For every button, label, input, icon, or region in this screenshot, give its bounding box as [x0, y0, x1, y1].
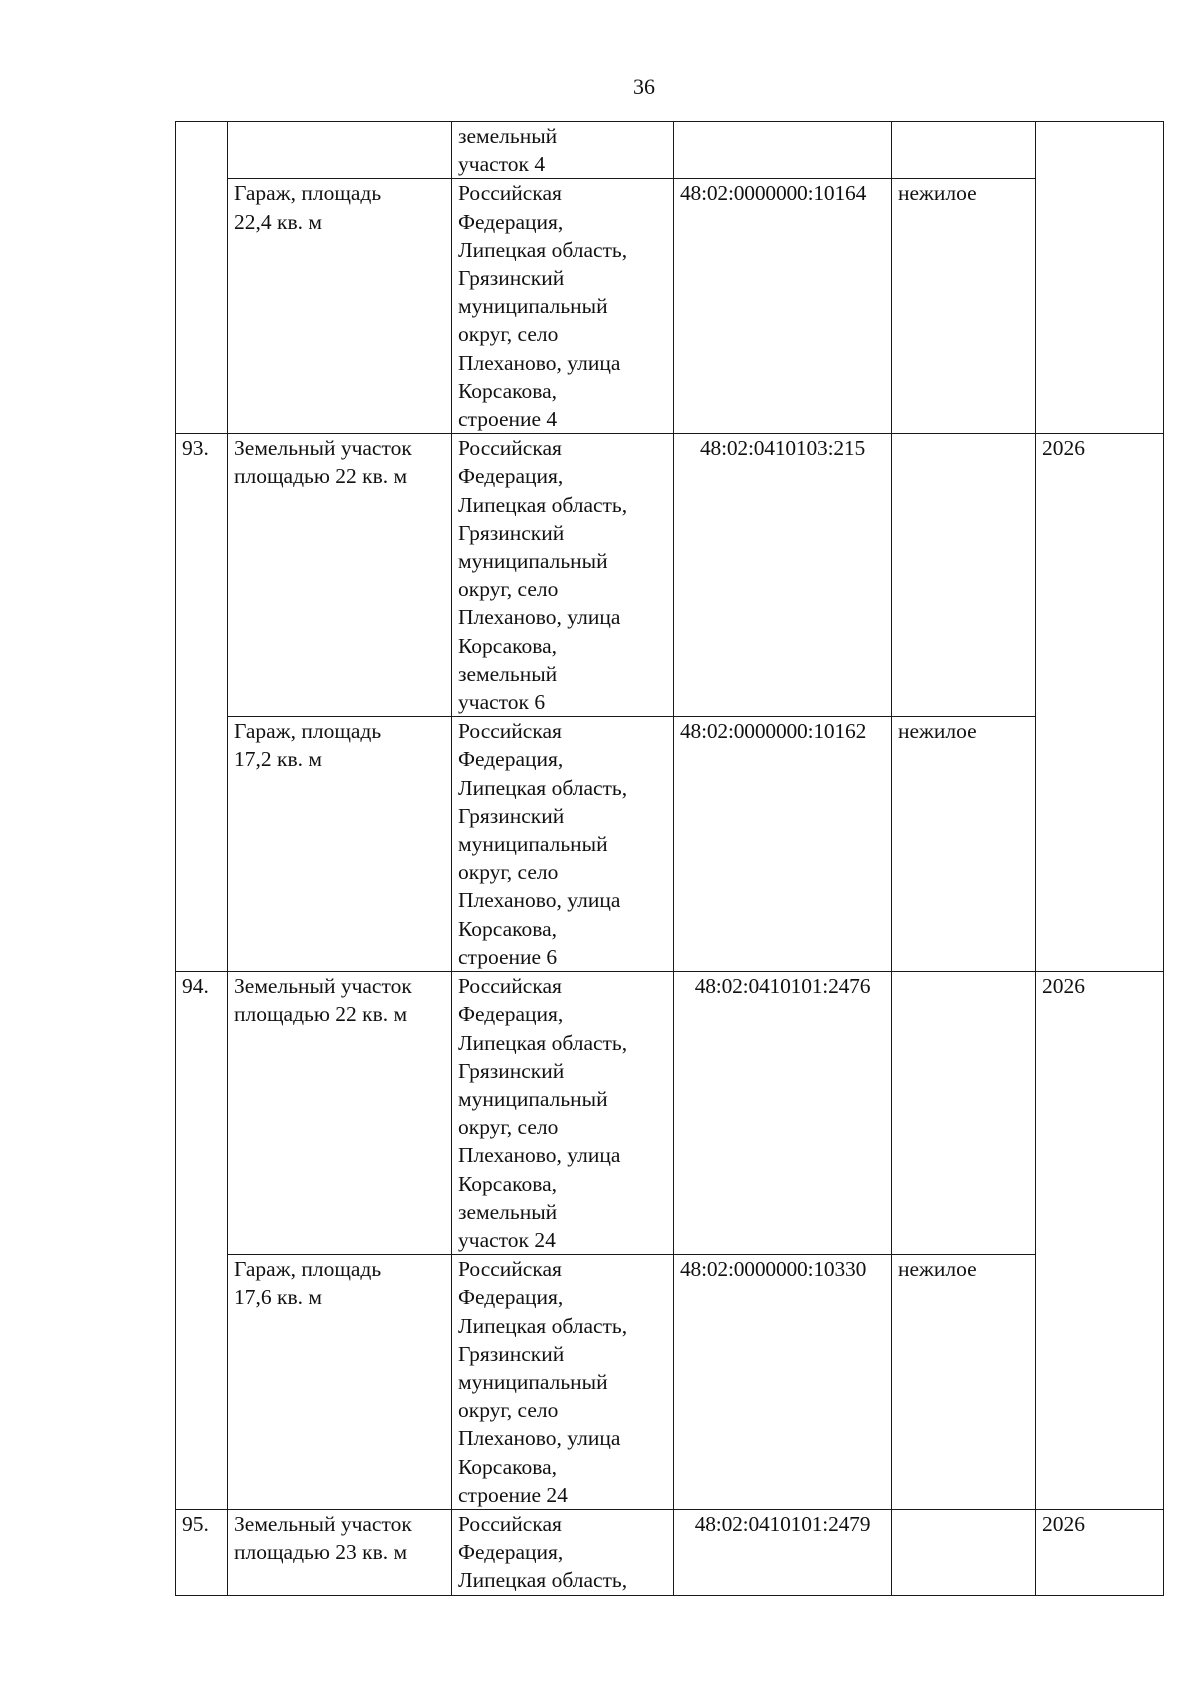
object-name-line: 17,6 кв. м [234, 1285, 322, 1310]
address-line: муниципальный [458, 294, 608, 319]
item-number-cell: 94. [176, 972, 228, 1510]
cadastral-number-cell: 48:02:0410101:2476 [674, 972, 892, 1255]
cadastral-number-cell: 48:02:0000000:10162 [674, 717, 892, 972]
purpose-cell: нежилое [892, 179, 1036, 434]
address-line: земельный [458, 124, 558, 148]
object-name-line: Гараж, площадь [234, 719, 382, 744]
address-line: муниципальный [458, 832, 608, 857]
address-line: Федерация, [458, 209, 564, 234]
address-line: муниципальный [458, 1086, 608, 1111]
address-line: Федерация, [458, 1285, 564, 1310]
address-line: округ, село [458, 577, 559, 602]
object-name-line: площадью 23 кв. м [234, 1540, 408, 1565]
address-line: округ, село [458, 322, 559, 347]
address-cell [452, 972, 674, 1255]
address-cell [452, 179, 674, 434]
address-line: Российская [458, 436, 562, 461]
purpose-cell [892, 972, 1036, 1255]
address-line: строение 6 [458, 944, 558, 969]
address-line: муниципальный [458, 549, 608, 574]
object-name-line: Земельный участок [234, 436, 412, 461]
address-line: округ, село [458, 1398, 559, 1423]
table-row [176, 179, 1164, 434]
address-cell [452, 434, 674, 717]
address-line: Российская [458, 181, 562, 206]
object-name-line: площадью 22 кв. м [234, 1002, 408, 1027]
year-cell: 2026 [1036, 434, 1164, 972]
purpose-cell [892, 434, 1036, 717]
cadastral-number-cell: 48:02:0410101:2479 [674, 1509, 892, 1595]
address-line: Корсакова, [458, 378, 558, 403]
object-name-line: площадью 22 кв. м [234, 464, 408, 489]
address-line: Корсакова, [458, 633, 558, 658]
page-number: 36 [633, 74, 655, 99]
item-number-cell [176, 122, 228, 434]
address-line: Грязинский [458, 266, 565, 291]
address-line: участок 6 [458, 690, 546, 715]
address-line: строение 24 [458, 1482, 568, 1507]
address-line: Плеханово, улица [458, 1143, 621, 1168]
address-line: Корсакова, [458, 1171, 558, 1196]
object-name-cell [228, 434, 452, 717]
address-line: Российская [458, 1511, 562, 1536]
object-name-cell [228, 972, 452, 1255]
year-cell [1036, 122, 1164, 434]
address-line: Грязинский [458, 803, 565, 828]
address-line: Федерация, [458, 464, 564, 489]
address-line: Российская [458, 974, 562, 999]
address-line: Федерация, [458, 747, 564, 772]
object-name-line: Земельный участок [234, 1511, 412, 1536]
address-line: земельный [458, 1199, 558, 1224]
address-line: Плеханово, улица [458, 350, 621, 375]
table-row [176, 122, 1164, 179]
cadastral-number-cell: 48:02:0410103:215 [674, 434, 892, 717]
address-line: муниципальный [458, 1369, 608, 1394]
address-cell [452, 1509, 674, 1595]
purpose-cell [892, 1509, 1036, 1595]
year-cell: 2026 [1036, 972, 1164, 1510]
object-name-cell [228, 717, 452, 972]
address-line: Федерация, [458, 1540, 564, 1565]
table-row [176, 434, 1164, 717]
object-name-line: Земельный участок [234, 974, 412, 999]
address-line: Липецкая область, [458, 1313, 628, 1338]
object-name-cell [228, 179, 452, 434]
address-line: Грязинский [458, 1058, 565, 1083]
address-line: Липецкая область, [458, 1030, 628, 1055]
address-line: Липецкая область, [458, 1568, 628, 1593]
table-row [176, 972, 1164, 1255]
address-line: округ, село [458, 1115, 559, 1140]
cadastral-number-cell [674, 122, 892, 179]
item-number-cell: 95. [176, 1509, 228, 1595]
object-name-cell [228, 1509, 452, 1595]
address-line: округ, село [458, 860, 559, 885]
object-name-line: 17,2 кв. м [234, 747, 322, 772]
address-line: участок 24 [458, 1227, 556, 1252]
object-name-cell [228, 122, 452, 179]
address-line: Корсакова, [458, 1454, 558, 1479]
property-registry-table [175, 121, 1164, 1596]
cadastral-number-cell: 48:02:0000000:10164 [674, 179, 892, 434]
address-line: Липецкая область, [458, 237, 628, 262]
object-name-cell [228, 1255, 452, 1510]
cadastral-number-cell: 48:02:0000000:10330 [674, 1255, 892, 1510]
address-line: Федерация, [458, 1002, 564, 1027]
address-line: Плеханово, улица [458, 605, 621, 630]
object-name-line: Гараж, площадь [234, 181, 382, 206]
table-row [176, 1509, 1164, 1595]
address-line: Плеханово, улица [458, 1426, 621, 1451]
address-line: Грязинский [458, 520, 565, 545]
address-line: участок 4 [458, 152, 546, 177]
address-line: земельный [458, 661, 558, 686]
address-line: Грязинский [458, 1341, 565, 1366]
table-row [176, 717, 1164, 972]
purpose-cell: нежилое [892, 717, 1036, 972]
address-line: Плеханово, улица [458, 888, 621, 913]
address-cell [452, 1255, 674, 1510]
purpose-cell: нежилое [892, 1255, 1036, 1510]
address-line: Липецкая область, [458, 775, 628, 800]
address-cell [452, 122, 674, 179]
object-name-line: Гараж, площадь [234, 1257, 382, 1282]
address-line: строение 4 [458, 407, 558, 432]
address-cell [452, 717, 674, 972]
year-cell: 2026 [1036, 1509, 1164, 1595]
address-line: Липецкая область, [458, 492, 628, 517]
address-line: Корсакова, [458, 916, 558, 941]
address-line: Российская [458, 1257, 562, 1282]
object-name-line: 22,4 кв. м [234, 209, 322, 234]
address-line: Российская [458, 719, 562, 744]
purpose-cell [892, 122, 1036, 179]
table-row [176, 1255, 1164, 1510]
item-number-cell: 93. [176, 434, 228, 972]
